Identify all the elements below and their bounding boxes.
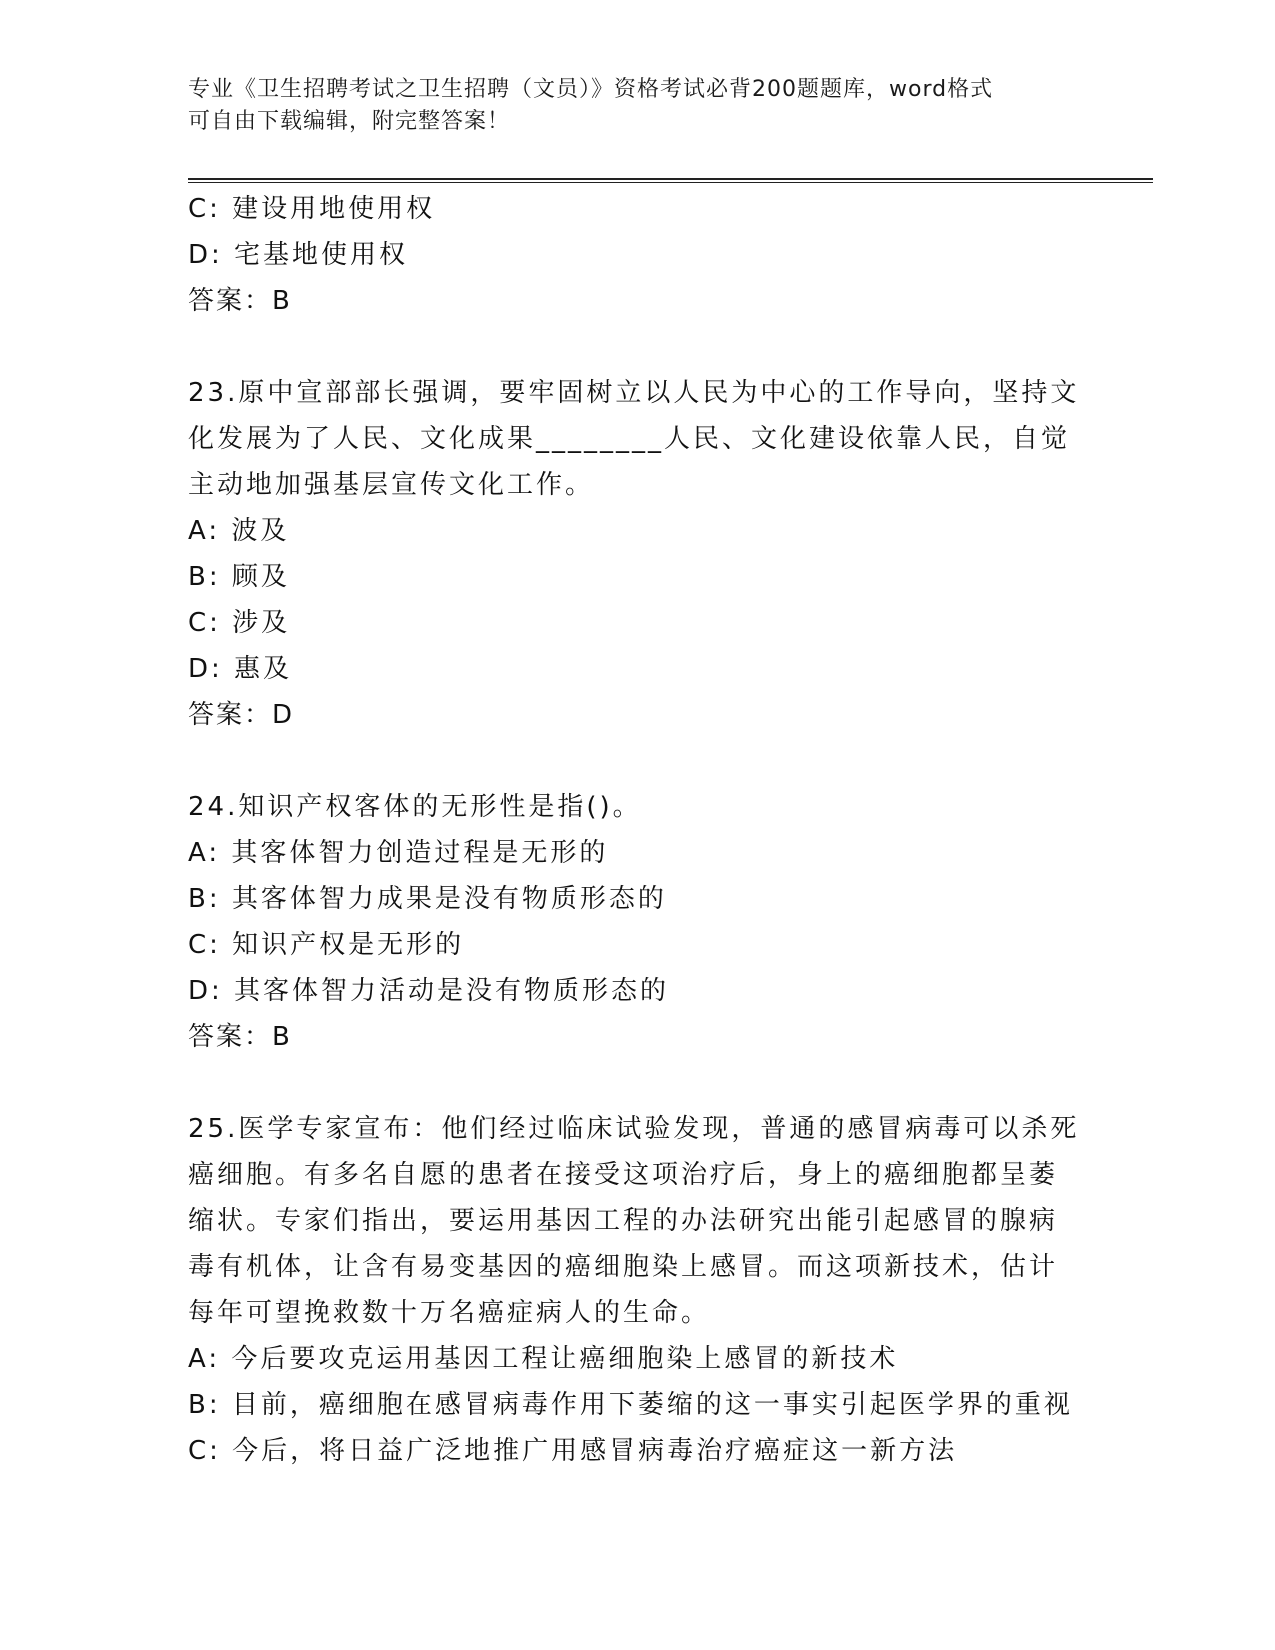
option-c: C: 今后，将日益广泛地推广用感冒病毒治疗癌症这一新方法 bbox=[188, 1436, 958, 1466]
option-d: D: 惠及 bbox=[188, 654, 293, 684]
question-22-continuation bbox=[188, 186, 1088, 324]
question-stem-line: 化发展为了人民、文化成果________人民、文化建设依靠人民，自觉 bbox=[188, 424, 1071, 454]
answer: 答案：B bbox=[188, 1022, 292, 1052]
page-header bbox=[188, 74, 1088, 138]
spacer bbox=[188, 738, 1088, 784]
header-title-line-1: 专业《卫生招聘考试之卫生招聘（文员）》资格考试必背200题题库，word格式 bbox=[188, 77, 994, 102]
option-a: A: 其客体智力创造过程是无形的 bbox=[188, 838, 609, 868]
question-stem-line: 24.知识产权客体的无形性是指()。 bbox=[188, 792, 642, 822]
question-stem-line: 毒有机体，让含有易变基因的癌细胞染上感冒。而这项新技术，估计 bbox=[188, 1252, 1059, 1282]
option-c: C: 建设用地使用权 bbox=[188, 194, 436, 224]
question-stem-line: 每年可望挽救数十万名癌症病人的生命。 bbox=[188, 1298, 711, 1328]
option-c: C: 知识产权是无形的 bbox=[188, 930, 465, 960]
question-stem-line: 缩状。专家们指出，要运用基因工程的办法研究出能引起感冒的腺病 bbox=[188, 1206, 1059, 1236]
question-stem-line: 主动地加强基层宣传文化工作。 bbox=[188, 470, 595, 500]
question-23 bbox=[188, 370, 1088, 738]
spacer bbox=[188, 324, 1088, 370]
option-c: C: 涉及 bbox=[188, 608, 291, 638]
question-stem-line: 23.原中宣部部长强调，要牢固树立以人民为中心的工作导向，坚持文 bbox=[188, 378, 1080, 408]
document-body bbox=[188, 186, 1088, 1474]
option-b: B: 顾及 bbox=[188, 562, 290, 592]
option-a: A: 今后要攻克运用基因工程让癌细胞染上感冒的新技术 bbox=[188, 1344, 899, 1374]
option-a: A: 波及 bbox=[188, 516, 290, 546]
question-stem-line: 25.医学专家宣布：他们经过临床试验发现，普通的感冒病毒可以杀死 bbox=[188, 1114, 1080, 1144]
option-d: D: 其客体智力活动是没有物质形态的 bbox=[188, 976, 670, 1006]
question-24 bbox=[188, 784, 1088, 1060]
header-divider bbox=[188, 178, 1153, 183]
header-title-line-2: 可自由下载编辑，附完整答案！ bbox=[188, 109, 511, 134]
answer: 答案：B bbox=[188, 286, 292, 316]
option-b: B: 目前，癌细胞在感冒病毒作用下萎缩的这一事实引起医学界的重视 bbox=[188, 1390, 1073, 1420]
answer: 答案：D bbox=[188, 700, 295, 730]
option-d: D: 宅基地使用权 bbox=[188, 240, 409, 270]
question-stem-line: 癌细胞。有多名自愿的患者在接受这项治疗后，身上的癌细胞都呈萎 bbox=[188, 1160, 1059, 1190]
option-b: B: 其客体智力成果是没有物质形态的 bbox=[188, 884, 667, 914]
spacer bbox=[188, 1060, 1088, 1106]
question-25 bbox=[188, 1106, 1088, 1474]
